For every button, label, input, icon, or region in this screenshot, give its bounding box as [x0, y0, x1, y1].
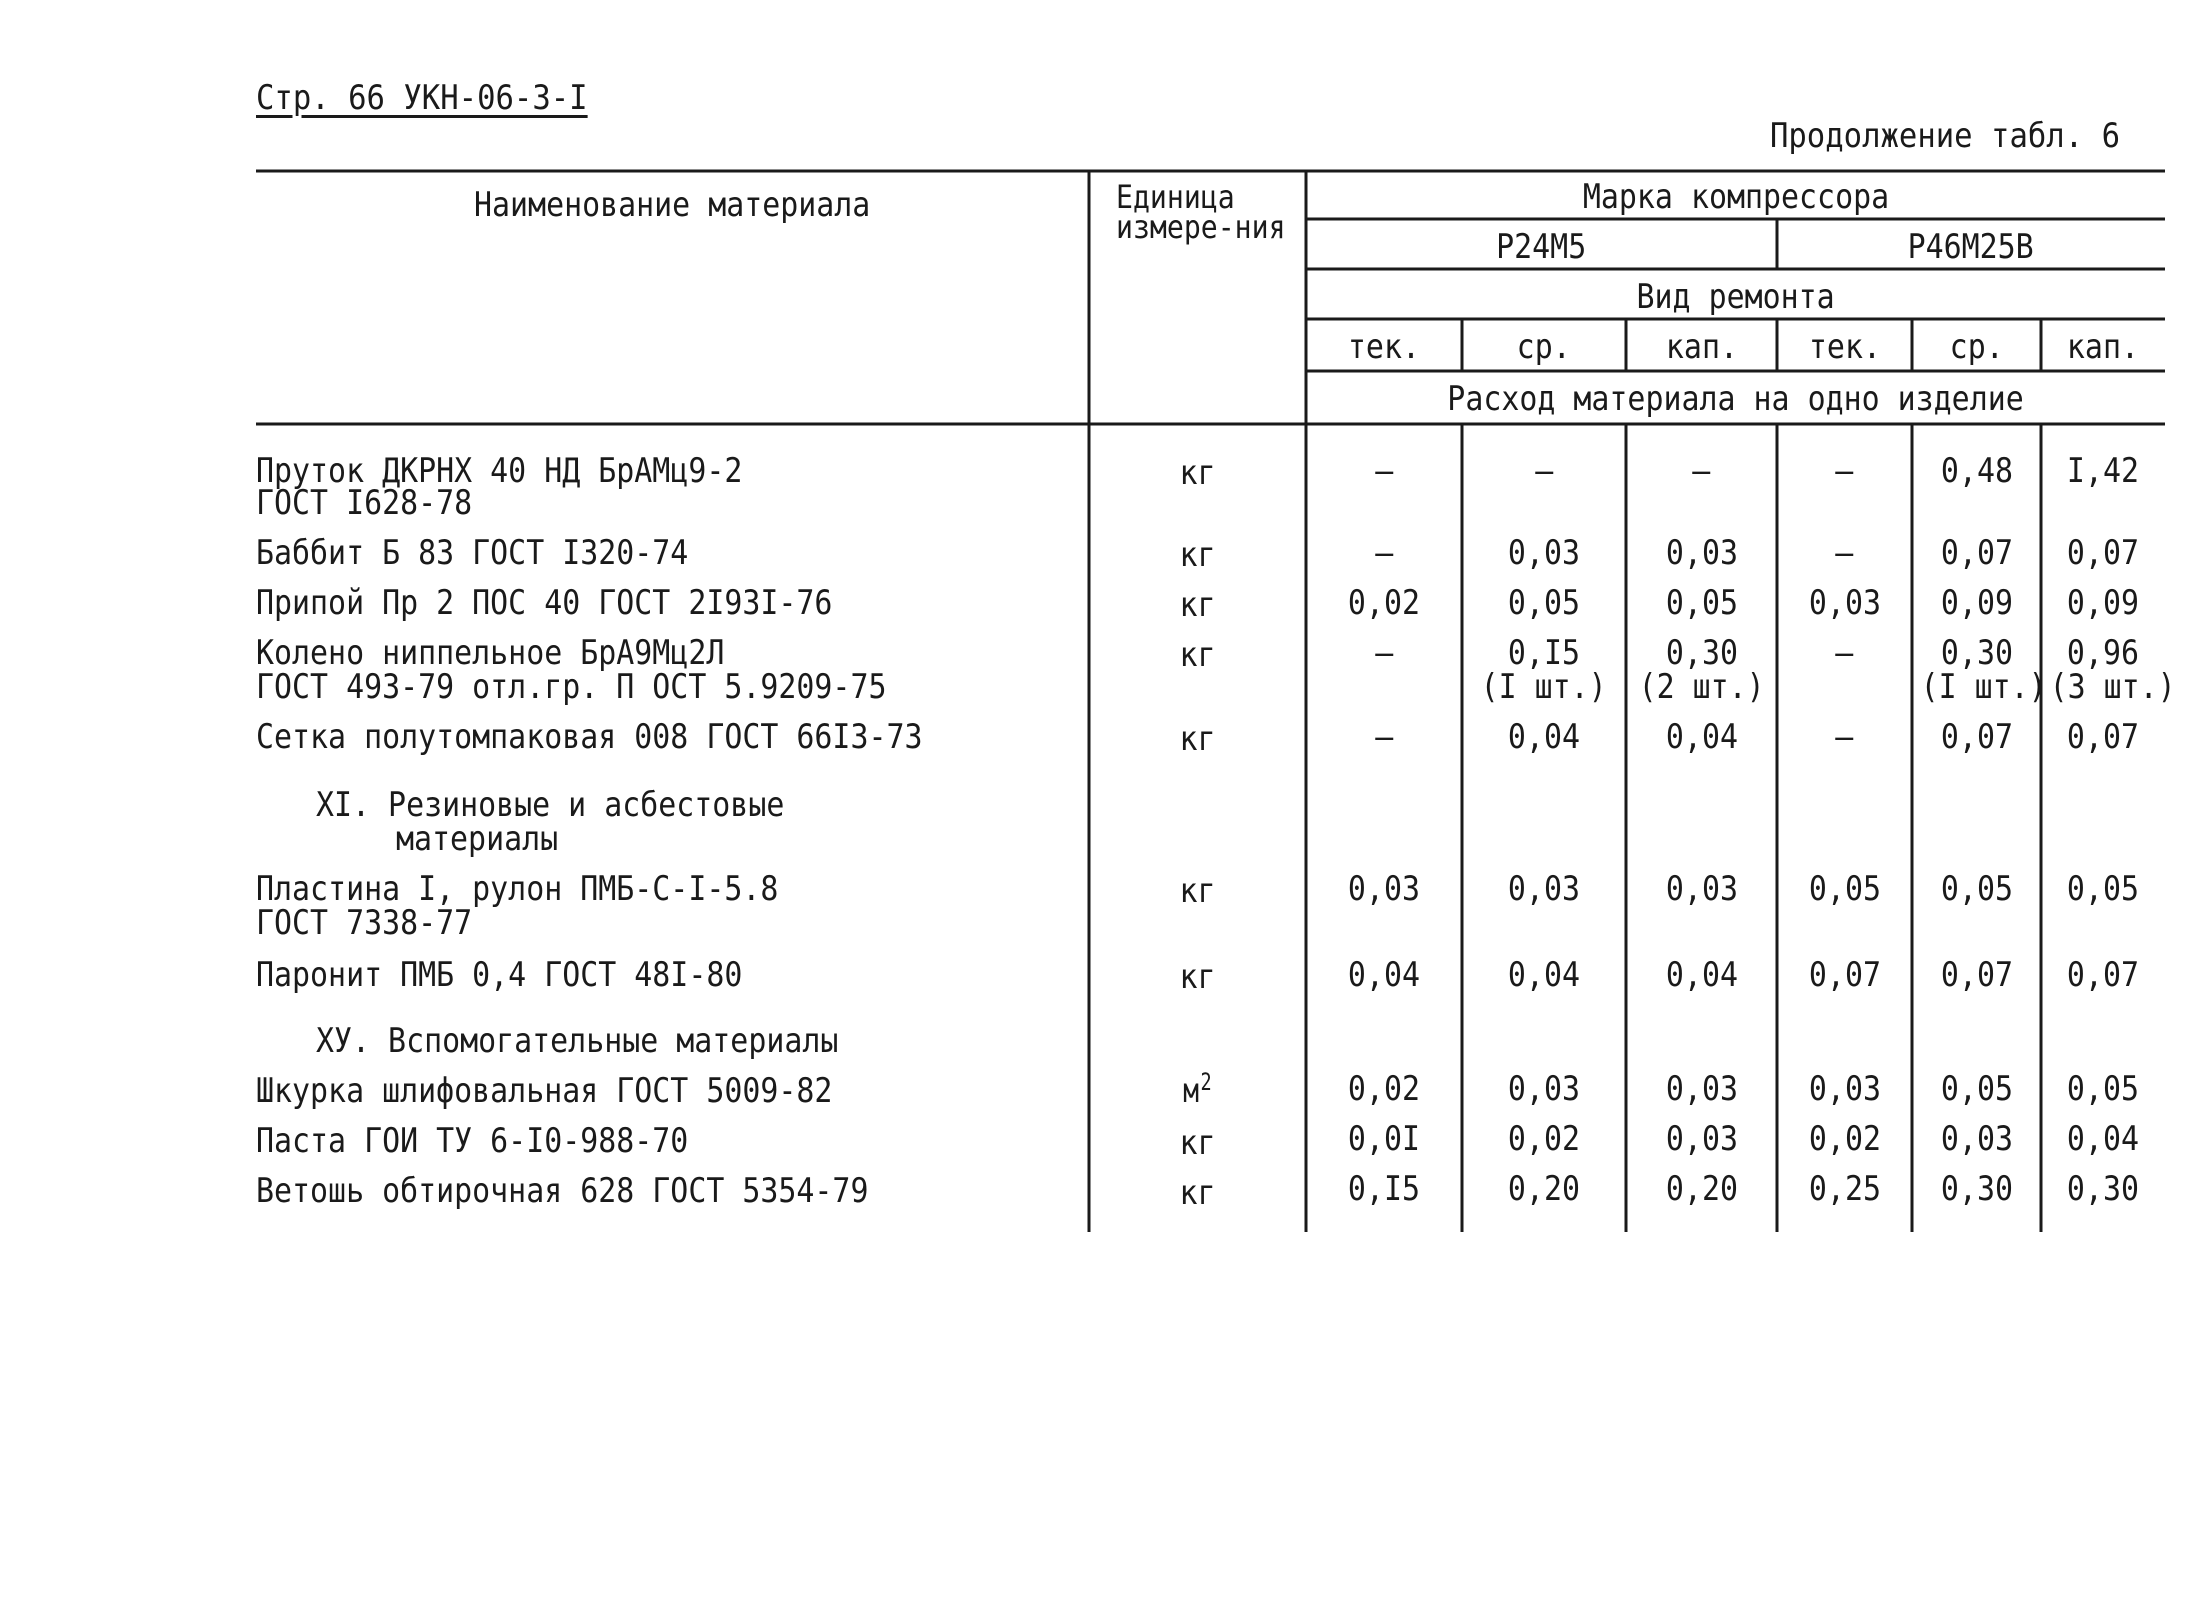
value-cell: 0,04 [1507, 717, 1581, 757]
value-cell: 0,03 [1665, 1119, 1738, 1159]
value-cell: 0,03 [1507, 869, 1581, 909]
value-cell: 0,25 [1808, 1169, 1881, 1209]
value-cell: – [1374, 451, 1394, 491]
material-standard: ГОСТ 493-79 отл.гр. П ОСТ 5.9209-75 [256, 667, 887, 707]
material-name: Паста ГОИ ТУ 6-I0-988-70 [256, 1121, 689, 1161]
value-cell: 0,20 [1507, 1169, 1581, 1209]
material-name: Шкурка шлифовальная ГОСТ 5009-82 [256, 1071, 833, 1111]
material-name: Пластина I, рулон ПМБ-С-I-5.8 [256, 869, 779, 909]
header-model-p46m25b: Р46М25В [1907, 227, 2035, 267]
value-cell: 0,I5 [1507, 633, 1581, 673]
material-name: Колено ниппельное БрА9Мц2Л [256, 633, 725, 673]
value-cell: – [1835, 633, 1854, 673]
value-cell: 0,30 [1940, 633, 2013, 673]
value-cell: 0,0I [1347, 1119, 1421, 1159]
material-name: Припой Пр 2 ПОС 40 ГОСТ 2I93I-76 [256, 583, 833, 623]
value-cell: 0,05 [2066, 869, 2140, 909]
material-name: Ветошь обтирочная 628 ГОСТ 5354-79 [256, 1171, 869, 1211]
unit-cell: кг [1179, 1173, 1216, 1213]
value-cell: 0,05 [1507, 583, 1581, 623]
section-title: ХУ. Вспомогательные материалы [316, 1021, 839, 1061]
value-cell: 0,07 [1940, 533, 2013, 573]
header-repair-col: тек. [1808, 327, 1881, 367]
value-cell: 0,05 [1940, 1069, 2013, 1109]
value-cell: 0,03 [1808, 583, 1881, 623]
value-cell: 0,05 [1665, 583, 1738, 623]
table-caption: Продолжение табл. 6 [1769, 116, 2120, 156]
value-cell: 0,05 [1808, 869, 1881, 909]
header-repair-col: кап. [1665, 327, 1738, 367]
value-cell: 0,I5 [1347, 1169, 1421, 1209]
header-material: Наименование материала [474, 185, 871, 225]
materials-table [256, 168, 2176, 1232]
value-cell: 0,04 [2066, 1119, 2140, 1159]
value-cell: 0,48 [1940, 451, 2013, 491]
unit-cell: кг [1179, 535, 1216, 575]
value-cell: – [1835, 451, 1854, 491]
unit-cell: кг [1179, 585, 1216, 625]
value-cell: – [1374, 633, 1394, 673]
value-cell: – [1835, 717, 1854, 757]
value-cell: 0,04 [1665, 955, 1738, 995]
header-consumption: Расход материала на одно изделие [1447, 379, 2024, 419]
unit-cell: кг [1179, 453, 1216, 493]
header-repair-col: кап. [2066, 327, 2140, 367]
header-model-p24m5: Р24М5 [1496, 227, 1587, 267]
value-cell: 0,03 [1940, 1119, 2013, 1159]
value-cell: – [1374, 533, 1394, 573]
value-cell: – [1374, 717, 1394, 757]
header-unit: Единица измере-ния [1116, 178, 1286, 246]
quantity-note: (I шт.) [1480, 667, 1608, 707]
value-cell: 0,03 [1808, 1069, 1881, 1109]
quantity-note: (3 шт.) [2049, 667, 2176, 707]
value-cell: I,42 [2066, 451, 2140, 491]
value-cell: 0,03 [1665, 533, 1738, 573]
quantity-note: (2 шт.) [1638, 667, 1765, 707]
value-cell: 0,03 [1665, 869, 1738, 909]
value-cell: 0,02 [1347, 1069, 1421, 1109]
value-cell: 0,30 [1940, 1169, 2013, 1209]
value-cell: 0,02 [1507, 1119, 1581, 1159]
value-cell: 0,96 [2066, 633, 2140, 673]
value-cell: 0,03 [1665, 1069, 1738, 1109]
quantity-note: (I шт.) [1920, 667, 2047, 707]
material-name: Паронит ПМБ 0,4 ГОСТ 48I-80 [256, 955, 743, 995]
value-cell: 0,05 [1940, 869, 2013, 909]
material-name: Пруток ДКРНХ 40 НД БрАМц9-2 [256, 451, 743, 491]
header-brand: Марка компрессора [1582, 177, 1889, 217]
unit-cell: кг [1179, 1123, 1216, 1163]
value-cell: 0,03 [1507, 1069, 1581, 1109]
value-cell: – [1835, 533, 1854, 573]
value-cell: 0,04 [1507, 955, 1581, 995]
unit-cell: кг [1179, 635, 1216, 675]
value-cell: 0,03 [1507, 533, 1581, 573]
value-cell: 0,30 [2066, 1169, 2140, 1209]
header-repair-col: ср. [1516, 327, 1572, 367]
value-cell: 0,04 [1347, 955, 1421, 995]
value-cell: 0,07 [1808, 955, 1881, 995]
value-cell: 0,02 [1808, 1119, 1881, 1159]
page-reference: Стр. 66 УКН-06-3-I [256, 78, 588, 118]
value-cell: 0,09 [2066, 583, 2140, 623]
value-cell: 0,05 [2066, 1069, 2140, 1109]
value-cell: – [1534, 451, 1554, 491]
section-title-cont: материалы [396, 819, 559, 859]
material-name: Баббит Б 83 ГОСТ I320-74 [256, 533, 689, 573]
value-cell: 0,07 [2066, 717, 2140, 757]
material-standard: ГОСТ I628-78 [256, 483, 473, 523]
value-cell: 0,07 [2066, 533, 2140, 573]
value-cell: 0,07 [1940, 717, 2013, 757]
value-cell: – [1692, 451, 1711, 491]
unit-cell: м2 [1183, 1067, 1213, 1111]
material-standard: ГОСТ 7338-77 [256, 903, 473, 943]
value-cell: 0,09 [1940, 583, 2013, 623]
material-name: Сетка полутомпаковая 008 ГОСТ 66I3-73 [256, 717, 923, 757]
value-cell: 0,07 [2066, 955, 2140, 995]
header-repair-col: ср. [1949, 327, 2004, 367]
section-title: XI. Резиновые и асбестовые [316, 785, 785, 825]
value-cell: 0,30 [1665, 633, 1738, 673]
value-cell: 0,02 [1347, 583, 1421, 623]
unit-cell: кг [1179, 719, 1216, 759]
header-repair-type: Вид ремонта [1636, 277, 1835, 317]
value-cell: 0,20 [1665, 1169, 1738, 1209]
value-cell: 0,03 [1347, 869, 1421, 909]
value-cell: 0,07 [1940, 955, 2013, 995]
value-cell: 0,04 [1665, 717, 1738, 757]
unit-cell: кг [1179, 957, 1216, 997]
unit-cell: кг [1179, 871, 1216, 911]
header-repair-col: тек. [1347, 327, 1421, 367]
